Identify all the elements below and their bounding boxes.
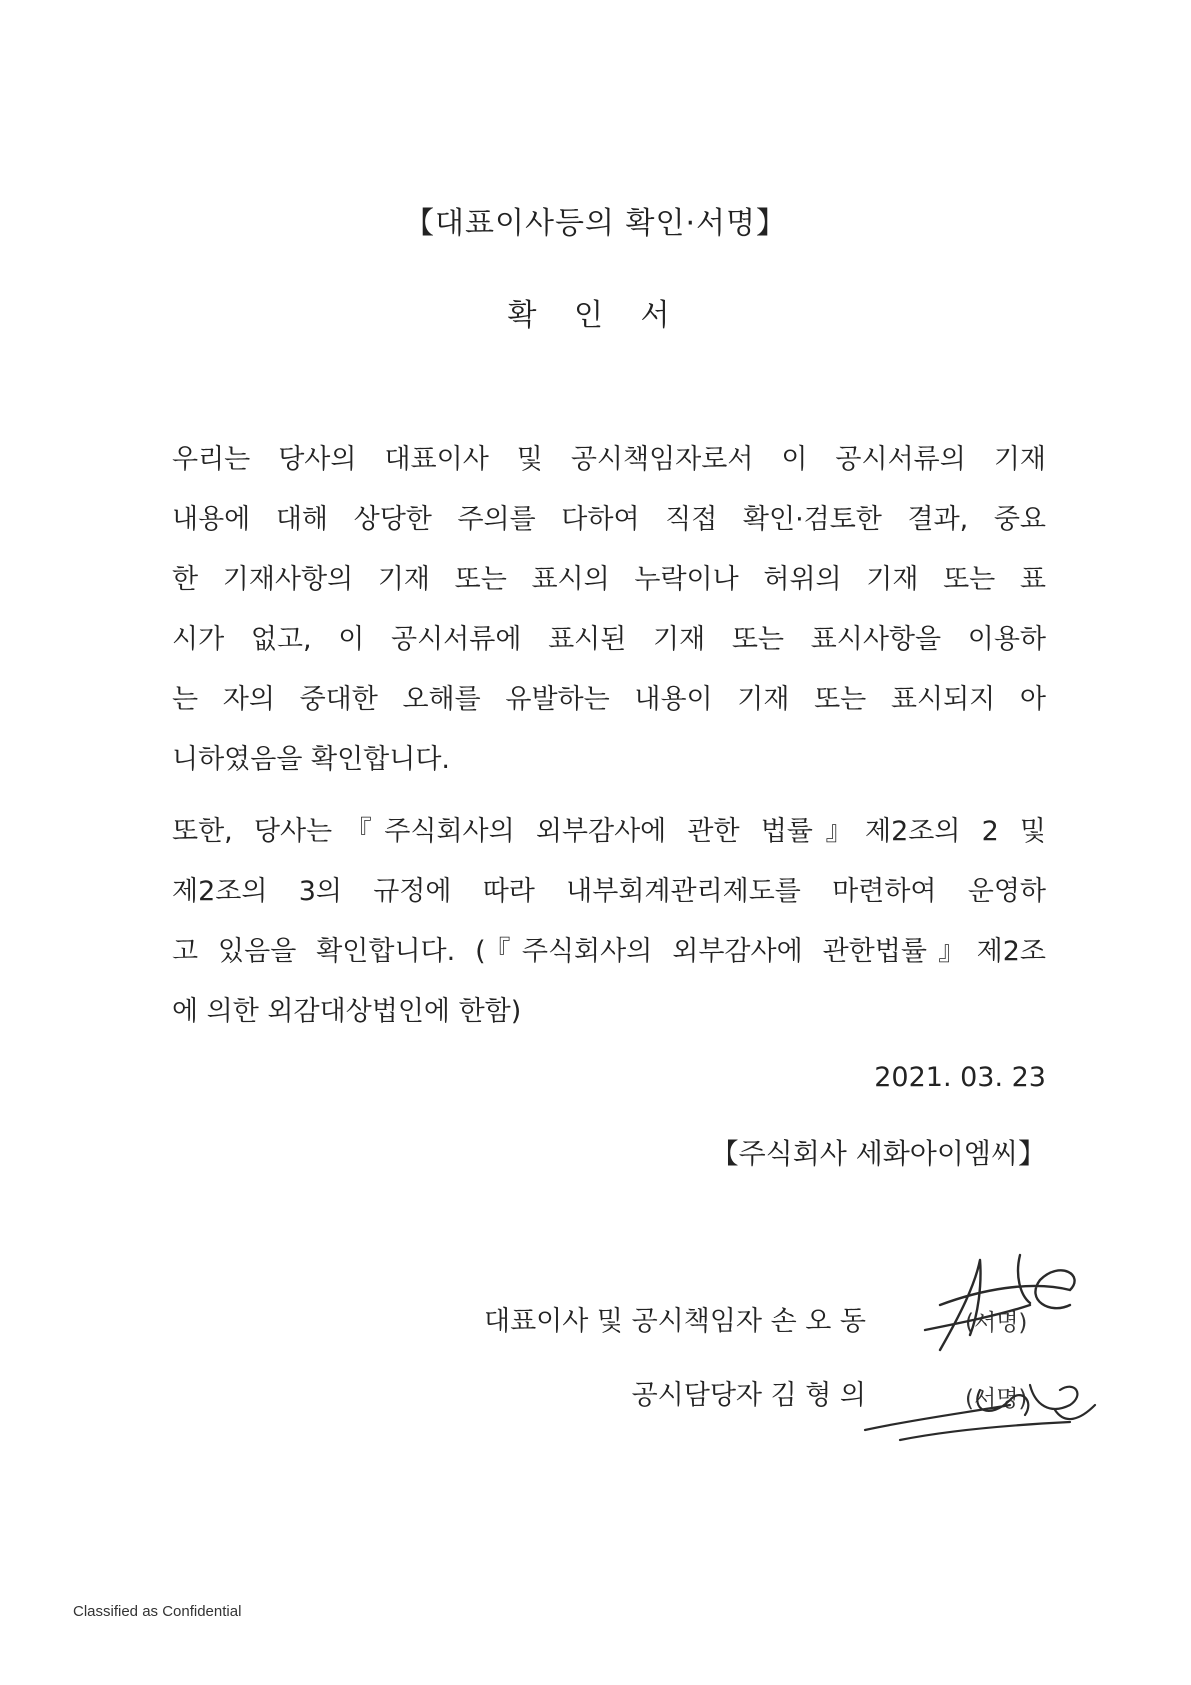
signature-mark: (서명) [965, 1386, 1028, 1412]
confidential-footer: Classified as Confidential [73, 1603, 242, 1620]
paragraph-line: 우리는 당사의 대표이사 및 공시책임자로서 이 공시서류의 기재 [172, 444, 1046, 475]
document-subheading: 확 인 서 [507, 298, 684, 333]
internal-control-paragraph [172, 802, 1046, 1042]
officer-signature-image [860, 1370, 1100, 1445]
ceo-signature-image [920, 1245, 1100, 1365]
paragraph-line: 에 의한 외감대상법인에 한함) [172, 996, 522, 1027]
paragraph-line: 제2조의 3의 규정에 따라 내부회계관리제도를 마련하여 운영하 [172, 876, 1046, 907]
paragraph-line: 또한, 당사는『주식회사의 외부감사에 관한 법률』제2조의 2 및 [172, 816, 1046, 847]
document-date: 2021. 03. 23 [874, 1062, 1046, 1093]
confirmation-paragraph [172, 430, 1046, 790]
paragraph-line: 고 있음을 확인합니다. (『주식회사의 외부감사에 관한법률』제2조 [172, 936, 1046, 967]
paragraph-line: 시가 없고, 이 공시서류에 표시된 기재 또는 표시사항을 이용하 [172, 624, 1046, 655]
signer-ceo: 대표이사 및 공시책임자 손 오 동 [484, 1306, 866, 1337]
signature-mark: (서명) [965, 1310, 1028, 1336]
document-heading: 【대표이사등의 확인·서명】 [404, 206, 787, 241]
paragraph-line: 내용에 대해 상당한 주의를 다하여 직접 확인·검토한 결과, 중요 [172, 504, 1046, 535]
company-name: 【주식회사 세화아이엠씨】 [710, 1137, 1046, 1170]
paragraph-line: 는 자의 중대한 오해를 유발하는 내용이 기재 또는 표시되지 아 [172, 684, 1046, 715]
signer-disclosure-officer: 공시담당자 김 형 의 [631, 1380, 866, 1411]
paragraph-line: 니하였음을 확인합니다. [172, 744, 450, 775]
paragraph-line: 한 기재사항의 기재 또는 표시의 누락이나 허위의 기재 또는 표 [172, 564, 1046, 595]
